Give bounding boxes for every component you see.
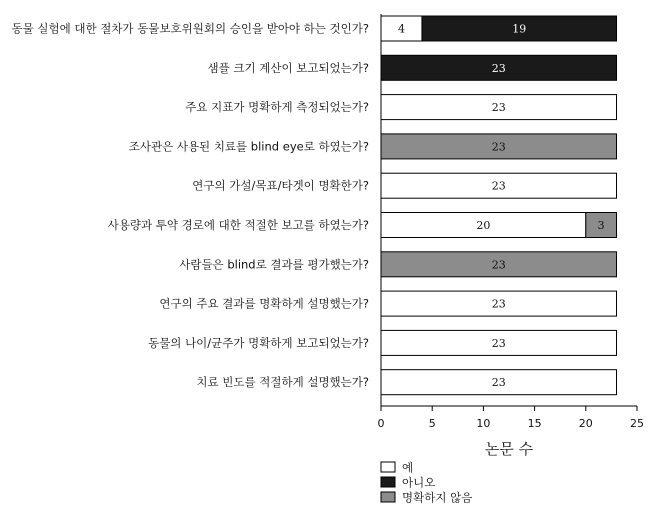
legend-label: 아니오 bbox=[402, 475, 436, 490]
category-label: 연구의 주요 결과를 명확하게 설명했는가? bbox=[159, 296, 369, 311]
category-label: 치료 빈도를 적절하게 설명했는가? bbox=[196, 375, 369, 390]
legend bbox=[381, 461, 472, 505]
category-label: 동물 실험에 대한 절차가 동물보호위원회의 승인을 받아야 하는 것인가? bbox=[11, 21, 369, 36]
data-label: 23 bbox=[491, 179, 506, 193]
category-label: 사용량과 투약 경로에 대한 적절한 보고를 하였는가? bbox=[107, 218, 369, 232]
x-tick-label: 10 bbox=[476, 417, 491, 430]
data-label: 19 bbox=[512, 22, 527, 36]
bars-group bbox=[381, 16, 617, 395]
legend-swatch bbox=[381, 462, 395, 472]
legend-label: 예 bbox=[402, 460, 414, 475]
data-label: 20 bbox=[476, 219, 491, 232]
legend-label: 명확하지 않음 bbox=[402, 490, 473, 505]
x-tick-label: 20 bbox=[578, 417, 593, 430]
x-tick-label: 25 bbox=[630, 417, 644, 430]
data-label: 23 bbox=[491, 101, 506, 115]
x-tick-label: 5 bbox=[428, 417, 436, 430]
x-axis-title: 논문 수 bbox=[484, 440, 534, 458]
x-ticks bbox=[378, 406, 645, 430]
category-labels bbox=[11, 22, 369, 390]
data-label: 23 bbox=[491, 376, 506, 390]
legend-swatch bbox=[381, 477, 395, 487]
category-label: 사람들은 blind로 결과를 평가했는가? bbox=[179, 257, 369, 272]
legend-swatch bbox=[381, 492, 395, 502]
category-label: 주요 지표가 명확하게 측정되었는가? bbox=[185, 100, 369, 115]
x-tick-label: 0 bbox=[377, 417, 385, 430]
data-label: 4 bbox=[397, 22, 405, 36]
category-label: 동물의 나이/균주가 명확하게 보고되었는가? bbox=[148, 335, 369, 350]
data-label: 23 bbox=[491, 297, 506, 311]
category-label: 조사관은 사용된 치료를 blind eye로 하였는가? bbox=[128, 139, 369, 154]
data-label: 23 bbox=[491, 336, 506, 350]
data-label: 3 bbox=[597, 219, 605, 232]
data-label: 23 bbox=[491, 61, 506, 75]
category-label: 연구의 가설/목표/타겟이 명확한가? bbox=[192, 178, 369, 193]
x-tick-label: 15 bbox=[527, 417, 542, 430]
data-label: 23 bbox=[491, 140, 506, 154]
data-label: 23 bbox=[491, 258, 506, 272]
category-label: 샘플 크기 계산이 보고되었는가? bbox=[207, 60, 369, 75]
